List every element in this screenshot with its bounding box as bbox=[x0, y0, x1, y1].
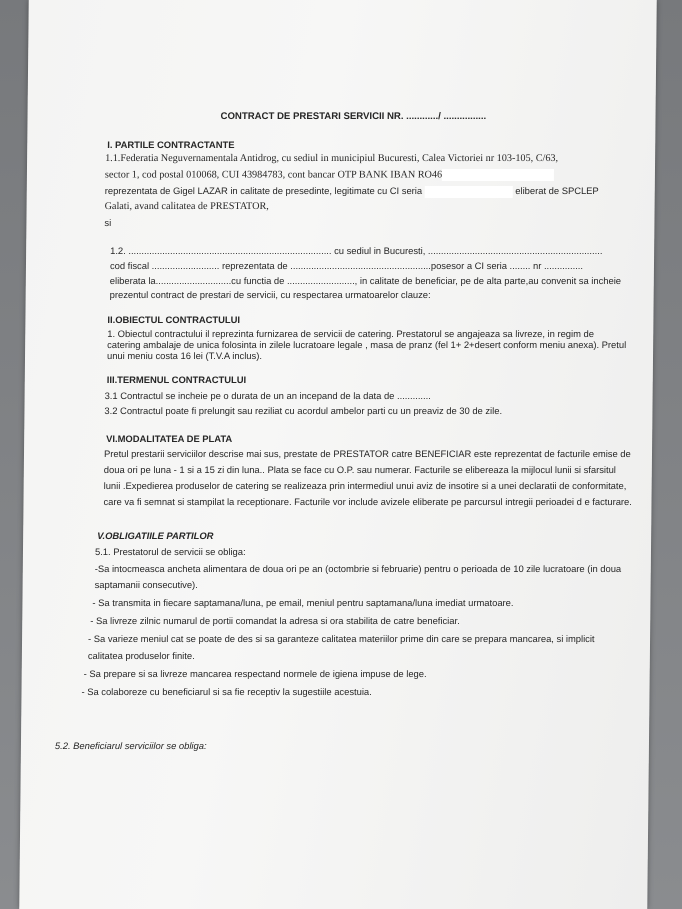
obligation-line-2: saptamanii consecutive). bbox=[94, 579, 198, 590]
obligations-beneficiary-subheading: 5.2. Beneficiarul serviciilor se obliga: bbox=[54, 740, 207, 751]
obligation-line-5: - Sa varieze meniul cat se poate de des si sa garanteze calitatea materiilor prime din care se prepara mancarea, si implicit bbox=[88, 633, 595, 644]
section-2-heading: II.OBIECTUL CONTRACTULUI bbox=[107, 314, 241, 325]
section-3-heading: III.TERMENUL CONTRACTULUI bbox=[106, 374, 247, 385]
obligation-line-6: calitatea produselor finite. bbox=[87, 650, 195, 661]
party-1-line-4: Galati, avand calitatea de PRESTATOR, bbox=[104, 201, 269, 212]
obligations-provider-subheading: 5.1. Prestatorul de servicii se obliga: bbox=[94, 546, 246, 557]
document-title: CONTRACT DE PRESTARI SERVICII NR. ............/ ................ bbox=[220, 111, 487, 122]
party-1-line-3-issuer: eliberat de SPCLEP bbox=[515, 185, 599, 196]
section-5-heading: V.OBLIGATIILE PARTILOR bbox=[97, 530, 214, 541]
term-line-2: 3.2 Contractul poate fi prelungit sau reziliat cu acordul ambelor parti cu un preaviz de 30 de zile. bbox=[104, 405, 503, 416]
redacted-iban bbox=[442, 169, 554, 181]
object-line-3: unui meniu costa 16 lei (T.V.A inclus). bbox=[106, 350, 263, 361]
party-1-line-2-text: sector 1, cod postal 010068, CUI 43984783, cont bancar OTP BANK IBAN RO46 bbox=[104, 169, 443, 181]
payment-line-2: doua ori pe luna - 1 si a 15 zi din luna.. Plata se face cu O.P. sau numerar. Facturile se elibereaza la mijlocul lunii si sfarsitul bbox=[103, 464, 616, 475]
party-2-line-2: cod fiscal .......................... reprezentata de ......................................................posesor a CI seria ........ nr ............... bbox=[109, 260, 584, 271]
party-1-line-3-text: reprezentata de Gigel LAZAR in calitate de presedinte, legitimate cu CI seria bbox=[104, 185, 423, 196]
term-line-1: 3.1 Contractul se incheie pe o durata de un an incepand de la data de ............. bbox=[104, 390, 431, 401]
obligation-line-1: -Sa intocmeasca ancheta alimentara de doua ori pe an (octombrie si februarie) pentru o perioada de 10 zile lucratoare (in doua bbox=[94, 563, 622, 574]
party-1-line-2 bbox=[105, 169, 554, 181]
object-line-1: 1. Obiectul contractului il reprezinta furnizarea de servicii de catering. Prestatorul se angajeaza sa livreze, in regim de bbox=[107, 328, 595, 339]
party-2-line-4: prezentul contract de prestari de servicii, cu respectarea urmatoarelor clauze: bbox=[109, 289, 431, 300]
redacted-id-series bbox=[425, 186, 513, 198]
obligation-line-8: - Sa colaboreze cu beneficiarul si sa fie receptiv la sugestiile acestuia. bbox=[81, 686, 372, 697]
obligation-line-7: - Sa prepare si sa livreze mancarea respectand normele de igiena impuse de lege. bbox=[83, 668, 427, 679]
obligation-line-3: - Sa transmita in fiecare saptamana/luna, pe email, meniul pentru saptamana/luna imediat urmatoare. bbox=[92, 597, 514, 608]
party-1-line-3 bbox=[105, 185, 599, 198]
party-1-line-1: 1.1.Federatia Neguvernamentala Antidrog, cu sediul in municipiul Bucuresti, Calea Victoriei nr 103-105, C/63, bbox=[105, 153, 559, 164]
section-1-heading: I. PARTILE CONTRACTANTE bbox=[107, 139, 235, 150]
obligation-line-4: - Sa livreze zilnic numarul de portii comandat la adresa si ora stabilita de catre beneficiar. bbox=[90, 615, 460, 626]
section-4-heading: VI.MODALITATEA DE PLATA bbox=[106, 433, 233, 444]
party-2-line-3: eliberata la.............................cu functia de .........................., in calitate de beneficiar, pe de alta parte,au convenit sa incheie bbox=[109, 275, 622, 286]
payment-line-4: care va fi semnat si stampilat la receptionare. Facturile vor include avizele eliberate pe parcursul intregii perioadei d e facturare. bbox=[103, 496, 632, 507]
payment-line-3: lunii .Expedierea produselor de catering se realizeaza prin intermediul unui aviz de insotire si a unei declaratii de conformitate, bbox=[103, 480, 627, 491]
contract-page bbox=[19, 0, 657, 909]
payment-line-1: Pretul prestarii serviciilor descrise mai sus, prestate de PRESTATOR catre BENEFICIAR este reprezentat de facturile emise de bbox=[103, 448, 631, 459]
party-2-line-1: 1.2. .............................................................................. cu sediul in Bucuresti, ................................................................... bbox=[110, 245, 603, 256]
object-line-2: catering ambalaje de unica folosinta in zilele lucratoare legale , masa de pranz (fel 1+ 2+desert conform meniu anexa). Pretul bbox=[107, 339, 627, 350]
party-conjunction: si bbox=[104, 217, 112, 228]
